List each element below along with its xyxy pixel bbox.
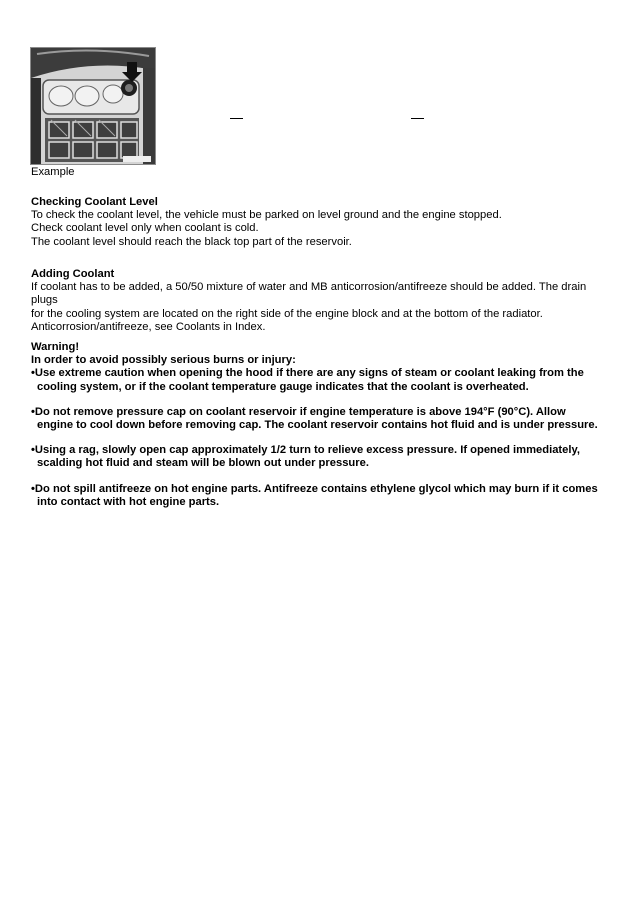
adding-line: for the cooling system are located on the right side of the engine block and at the bottom of the radiator. (31, 307, 543, 320)
warning-item-line: scalding hot fluid and steam will be blown out under pressure. (37, 457, 369, 470)
adding-line: plugs (31, 294, 58, 307)
warning-section (31, 341, 611, 509)
underline-blank-2 (411, 118, 424, 119)
figure-caption: Example (31, 166, 75, 178)
checking-line: Check coolant level only when coolant is cold. (31, 222, 259, 235)
warning-intro: In order to avoid possibly serious burns or injury: (31, 354, 296, 367)
warning-item (31, 367, 611, 393)
underline-blank-1 (230, 118, 243, 119)
checking-section (31, 196, 611, 249)
warning-item-line: into contact with hot engine parts. (37, 495, 220, 508)
adding-line: If coolant has to be added, a 50/50 mixture of water and MB anticorrosion/antifreeze should be added. The drain (31, 281, 587, 294)
warning-item-line: •Do not remove pressure cap on coolant reservoir if engine temperature is above 194°F (90°C). Allow (31, 405, 566, 418)
warning-item (31, 406, 611, 432)
checking-line: The coolant level should reach the black top part of the reservoir. (31, 235, 352, 248)
warning-item-line: •Using a rag, slowly open cap approximately 1/2 turn to relieve excess pressure. If opened immediately, (31, 444, 580, 457)
engine-bay-illustration (31, 48, 155, 164)
warning-item-line: •Do not spill antifreeze on hot engine parts. Antifreeze contains ethylene glycol which may burn if it comes (31, 482, 598, 495)
checking-heading: Checking Coolant Level (31, 196, 158, 208)
adding-line: Anticorrosion/antifreeze, see Coolants in Index. (31, 320, 266, 333)
adding-heading: Adding Coolant (31, 268, 115, 280)
warning-item (31, 444, 611, 470)
warning-heading: Warning! (31, 341, 80, 353)
warning-item-line: cooling system, or if the coolant temperature gauge indicates that the coolant is overheated. (37, 380, 529, 393)
adding-section (31, 268, 611, 334)
engine-bay-photo (30, 47, 156, 165)
warning-item (31, 483, 611, 509)
warning-item-line: engine to cool down before removing cap. The coolant reservoir contains hot fluid and is under pressure. (37, 419, 598, 432)
warning-item-line: •Use extreme caution when opening the hood if there are any signs of steam or coolant leaking from the (31, 367, 584, 380)
checking-line: To check the coolant level, the vehicle must be parked on level ground and the engine stopped. (31, 209, 502, 222)
